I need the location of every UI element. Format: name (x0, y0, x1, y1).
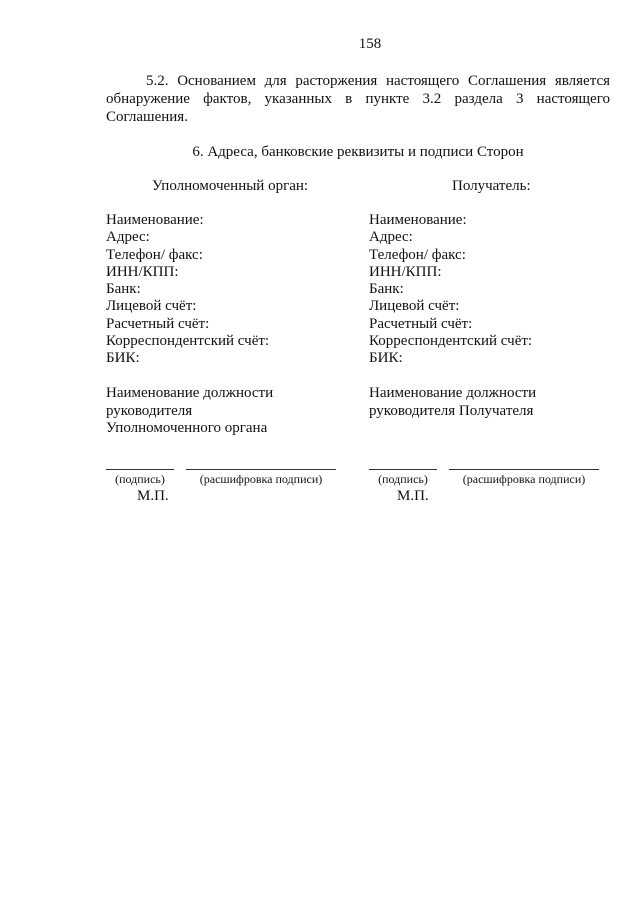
right-decoding-caption: (расшифровка подписи) (462, 472, 586, 486)
position-line: Уполномоченного органа (106, 420, 268, 436)
field-address-label: Адрес: (369, 229, 413, 246)
position-line: руководителя (106, 402, 193, 419)
field-bik-label: БИК: (106, 350, 140, 367)
right-stamp: М.П. (397, 488, 429, 504)
position-line: руководителя Получателя (369, 402, 534, 419)
field-correspondent-account-label: Корреспондентский счёт: (369, 333, 533, 350)
field-name-label: Наименование: (369, 212, 467, 228)
field-settlement-account-label: Расчетный счёт: (369, 315, 473, 332)
position-line: Наименование должности (369, 385, 537, 401)
left-decoding-caption: (расшифровка подписи) (199, 472, 323, 486)
right-signature-caption: (подпись) (378, 472, 428, 486)
left-signature-line (106, 469, 174, 470)
left-signature-caption: (подпись) (115, 472, 165, 486)
field-inn-kpp-label: ИНН/КПП: (369, 263, 442, 280)
left-stamp: М.П. (137, 488, 169, 504)
field-address-label: Адрес: (106, 229, 150, 246)
right-signature-line (369, 469, 437, 470)
field-bank-label: Банк: (369, 281, 404, 298)
left-party-fields (106, 212, 269, 368)
field-personal-account-label: Лицевой счёт: (369, 298, 460, 315)
field-bik-label: БИК: (369, 350, 403, 367)
left-party-heading: Уполномоченный орган: (152, 178, 309, 194)
field-settlement-account-label: Расчетный счёт: (106, 315, 210, 332)
field-correspondent-account-label: Корреспондентский счёт: (106, 333, 270, 350)
field-name-label: Наименование: (106, 212, 204, 228)
field-personal-account-label: Лицевой счёт: (106, 298, 197, 315)
field-bank-label: Банк: (106, 281, 141, 298)
right-position-title (369, 385, 536, 420)
position-line: Наименование должности (106, 385, 274, 401)
left-position-title (106, 385, 273, 438)
section-title: 6. Адреса, банковские реквизиты и подписи Сторон (192, 144, 524, 160)
field-phone-fax-label: Телефон/ факс: (106, 246, 203, 263)
field-inn-kpp-label: ИНН/КПП: (106, 263, 179, 280)
clause-5-2: 5.2. Основанием для расторжения настоящего Соглашения является обнаружение фактов, указанных в пункте 3.2 раздела 3 настоящего Соглашения. (106, 73, 610, 125)
right-party-heading: Получатель: (452, 178, 531, 194)
right-party-fields (369, 212, 532, 368)
left-decoding-line (186, 469, 336, 470)
field-phone-fax-label: Телефон/ факс: (369, 246, 466, 263)
page-number: 158 (358, 36, 382, 52)
right-decoding-line (449, 469, 599, 470)
